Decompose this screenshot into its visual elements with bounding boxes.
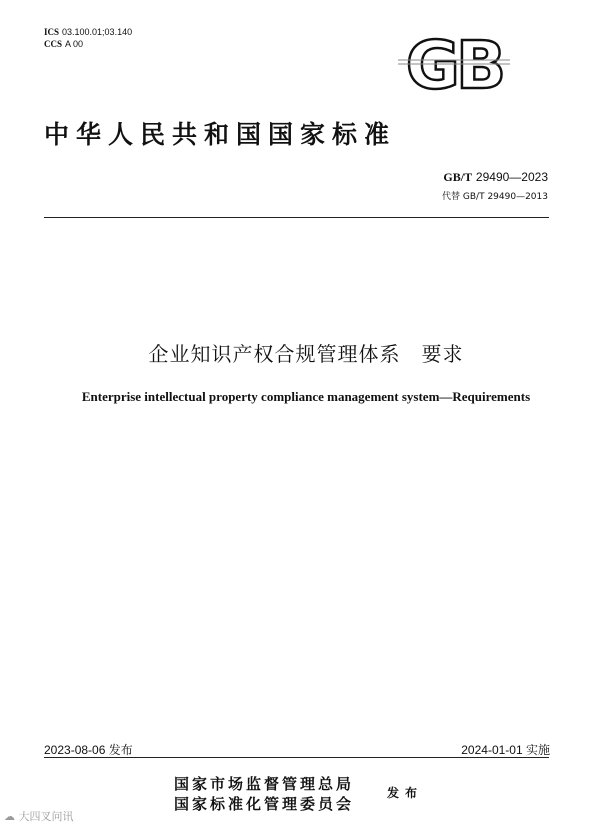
classification-codes — [44, 26, 132, 50]
watermark: ☁ 大四叉问讯 — [4, 810, 74, 823]
ics-code: ICS 03.100.01;03.140 — [44, 27, 133, 37]
watermark-logo-icon: ☁ — [4, 810, 15, 823]
issuing-authorities — [174, 774, 354, 814]
document-title-english: Enterprise intellectual property compliance management system—Requirements — [81, 389, 531, 404]
issue-date: 2023-08-06 发布 — [44, 743, 133, 757]
header-divider — [44, 217, 549, 218]
standard-number: GB/T 29490—2023 — [443, 170, 548, 184]
issuer-samr: 国家市场监督管理总局 — [174, 775, 355, 793]
replaces-standard: 代替 GB/T 29490—2013 — [442, 192, 548, 202]
standard-category-title: 中华人民共和国国家标准 — [44, 120, 397, 149]
effective-date: 2024-01-01 实施 — [461, 743, 550, 757]
gb-logo — [394, 30, 514, 96]
publish-label: 发布 — [387, 786, 424, 800]
gb-logo-text: GB — [405, 30, 503, 96]
footer-divider — [44, 757, 549, 758]
ccs-code: CCS A 00 — [44, 39, 84, 49]
issuer-sac: 国家标准化管理委员会 — [174, 795, 355, 813]
document-title-chinese: 企业知识产权合规管理体系 要求 — [148, 342, 464, 366]
